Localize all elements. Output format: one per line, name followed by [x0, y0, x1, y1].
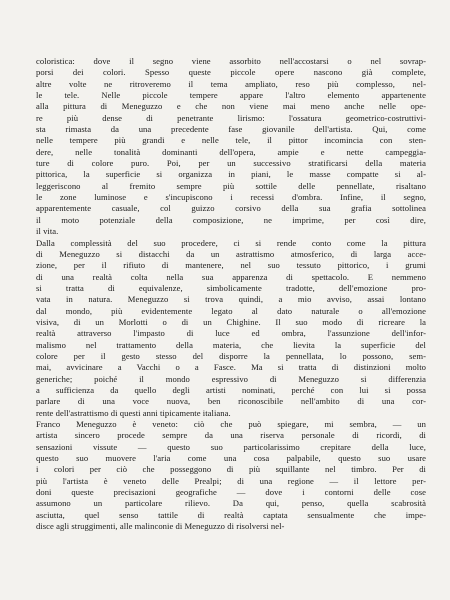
text-line: sensazioni vissute — questo suo particolarissimo crepitare della luce, — [36, 441, 426, 452]
text-line: si tratta di equivalenze, simbolicamente tradotte, dell'emozione pro- — [36, 282, 426, 293]
text-line: il vita. — [36, 226, 59, 237]
text-line: le tele. Nelle piccole tempere appare l'altro elemento appartenente — [36, 90, 426, 101]
text-line: realtà attraverso l'impasto di luce ed ombra, l'assunzione dell'infor- — [36, 328, 426, 339]
text-line: doni queste precisazioni geografiche — dove i contorni delle cose — [36, 487, 426, 498]
text-line: dal mondo, più evidentemente legato al dato naturale o all'emozione — [36, 305, 426, 316]
text-line: più l'artista è veneto delle Prealpi; di una regione — il lettore per- — [36, 475, 426, 486]
text-line: Dalla complessità del suo procedere, ci si rende conto come la pittura — [36, 237, 426, 248]
text-line: mai, avvicinare a Vacchi o a Fasce. Ma si tratta di distinzioni molto — [36, 362, 426, 373]
text-line: malismo nel trattamento della materia, che lievita la superficie del — [36, 339, 426, 350]
text-line: leggeriscono al fremito sempre più sottile delle pennellate, risaltano — [36, 180, 426, 191]
text-line: colore per il gesto stesso del disporre la pennellata, lo possono, sem- — [36, 350, 426, 361]
text-line: apparentemente casuale, col guizzo corsivo della sua grafia sottolinea — [36, 203, 426, 214]
text-line: parlare di una voce nuova, ben riconoscibile nell'ambito di una cor- — [36, 396, 426, 407]
text-line: ture di colore puro. Poi, per un successivo stratificarsi della materia — [36, 158, 426, 169]
text-line: disce agli struggimenti, alle malinconie di Meneguzzo di risolversi nel- — [36, 521, 285, 532]
text-line: vata in natura. Meneguzzo si trova quindi, a mio avviso, assai lontano — [36, 294, 426, 305]
text-line: dere, nelle tonalità dominanti dell'opera, ampie e nette campeggia- — [36, 146, 426, 157]
text-line: di Meneguzzo si distacchi da un astrattismo atmosferico, di larga acce- — [36, 248, 426, 259]
text-line: Franco Meneguzzo è veneto: ciò che può spiegare, mi sembra, — un — [36, 419, 426, 429]
text-line: le zone luminose e s'incupiscono i recessi d'ombra. Infine, il segno, — [36, 192, 426, 203]
paragraph — [36, 56, 426, 238]
text-line: questo suo muovere l'aria come una cosa palpabile, questo suo usare — [36, 453, 426, 464]
text-line: sta rimasta da una precedente fase giovanile dell'artista. Qui, come — [36, 124, 426, 135]
paragraph — [36, 419, 426, 532]
text-line: generiche; poiché il mondo espressivo di Meneguzzo si differenzia — [36, 373, 426, 384]
text-line: porsi dei colori. Spesso queste piccole opere nascono già complete, — [36, 67, 426, 78]
text-line: zione, per il rifiuto di mantenere, nel suo tessuto pittorico, i grumi — [36, 260, 426, 271]
text-line: a sufficienza da quello degli artisti nominati, perché con lui si possa — [36, 384, 426, 395]
text-line: di una realtà colta nella sua apparenza di spettacolo. E nemmeno — [36, 271, 426, 282]
text-line: il moto potenziale della composizione, ne imprime, per così dire, — [36, 214, 426, 225]
text-line: asciutta, quel senso tattile di realtà captata sensualmente che impe- — [36, 509, 426, 520]
text-line: rente dell'astrattismo di questi anni tipicamente italiana. — [36, 407, 231, 418]
paragraph — [36, 238, 426, 420]
text-line: assumono un particolare rilievo. Da qui, penso, quella scabrosità — [36, 498, 426, 509]
text-line: altre volte ne ritroveremo il tema ampliato, reso più complesso, nel- — [36, 78, 426, 89]
text-line: artista sincero procede sempre da una riserva personale di ricordi, di — [36, 430, 426, 441]
text-line: alla pittura di Meneguzzo e che non viene mai meno anche nelle ope- — [36, 101, 426, 112]
body-text — [36, 56, 426, 532]
text-line: coloristica: dove il segno viene assorbito nell'accostarsi o nel sovrap- — [36, 56, 426, 66]
text-line: i colori per ciò che posseggono di più squillante nel timbro. Per di — [36, 464, 426, 475]
text-line: visiva, di un Morlotti o di un Chighine. Il suo modo di ricreare la — [36, 316, 426, 327]
text-line: re più dense di penetrante lirismo: l'ossatura geometrico-costruttivi- — [36, 112, 426, 123]
text-line: nelle tempere più grandi e nelle tele, il pittor incomincia con sten- — [36, 135, 426, 146]
text-line: pittorica, la superficie si organizza in piani, le masse compatte si al- — [36, 169, 426, 180]
